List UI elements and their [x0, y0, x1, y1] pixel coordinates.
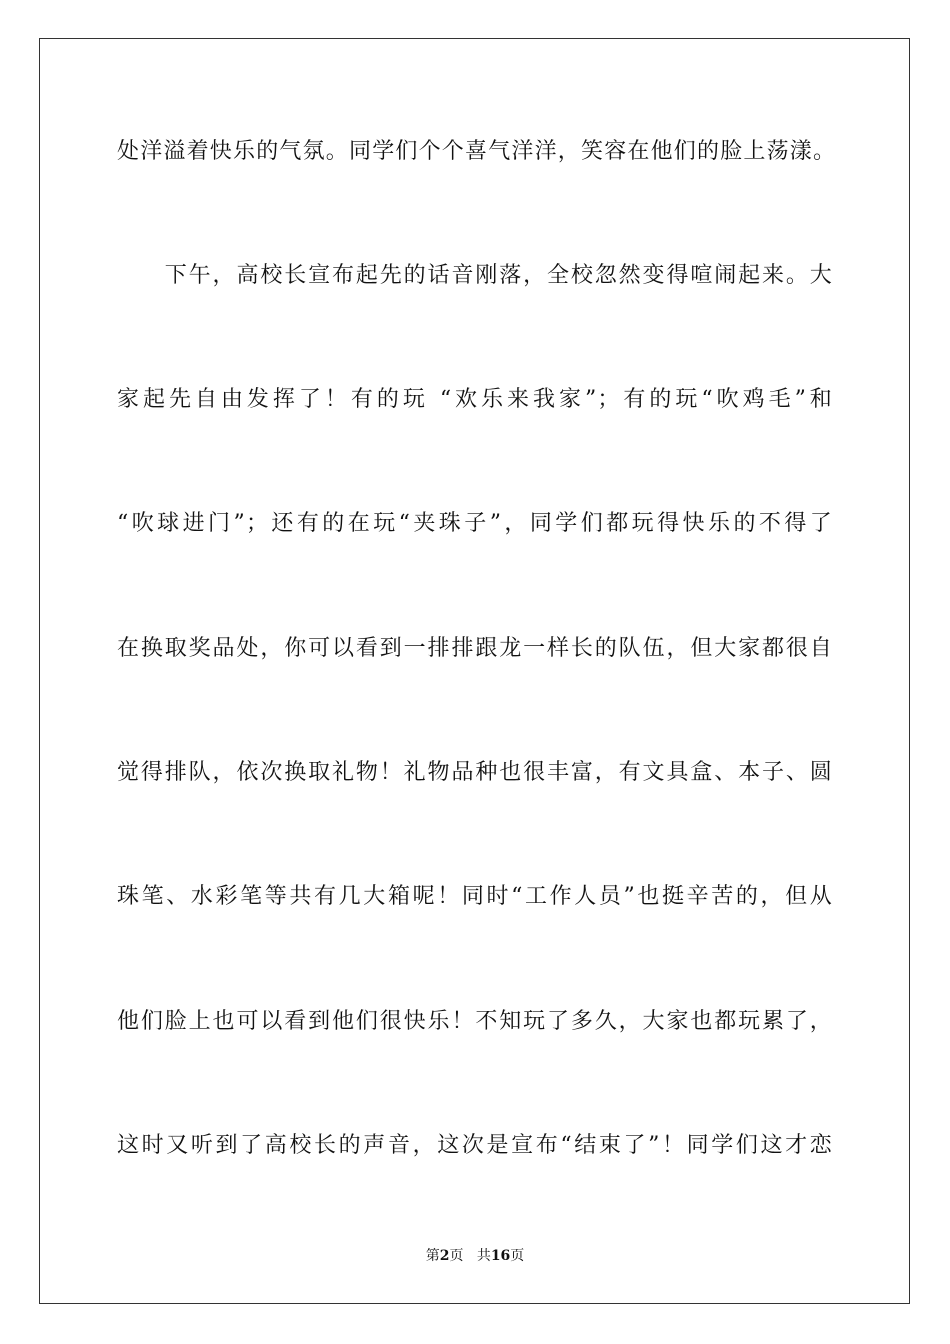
page-number: 2 [439, 1248, 450, 1264]
text-line-3: 家起先自由发挥了！有的玩 “欢乐来我家”；有的玩“吹鸡毛”和 [117, 387, 833, 412]
text-line-1: 处洋溢着快乐的气氛。同学们个个喜气洋洋，笑容在他们的脸上荡漾。 [117, 139, 837, 164]
text-line-8: 他们脸上也可以看到他们很快乐！不知玩了多久，大家也都玩累了， [117, 1009, 833, 1034]
page-footer [0, 1246, 950, 1266]
text-line-9: 这时又听到了高校长的声音，这次是宣布“结束了”！同学们这才恋 [117, 1133, 833, 1158]
page-border [39, 38, 910, 1304]
text-line-2: 下午，高校长宣布起先的话音刚落，全校忽然变得喧闹起来。大 [117, 263, 833, 288]
page-prefix: 第 [425, 1248, 440, 1264]
page-suffix: 页 [449, 1248, 464, 1264]
total-prefix: 共 [476, 1248, 491, 1264]
text-line-4: “吹球进门”；还有的在玩“夹珠子”，同学们都玩得快乐的不得了 [117, 511, 833, 536]
text-line-5: 在换取奖品处，你可以看到一排排跟龙一样长的队伍，但大家都很自 [117, 636, 833, 661]
total-pages: 16 [490, 1248, 511, 1264]
text-line-6: 觉得排队，依次换取礼物！礼物品种也很丰富，有文具盒、本子、圆 [117, 760, 833, 785]
total-suffix: 页 [510, 1248, 525, 1264]
text-line-7: 珠笔、水彩笔等共有几大箱呢！同时“工作人员”也挺辛苦的，但从 [117, 884, 833, 909]
